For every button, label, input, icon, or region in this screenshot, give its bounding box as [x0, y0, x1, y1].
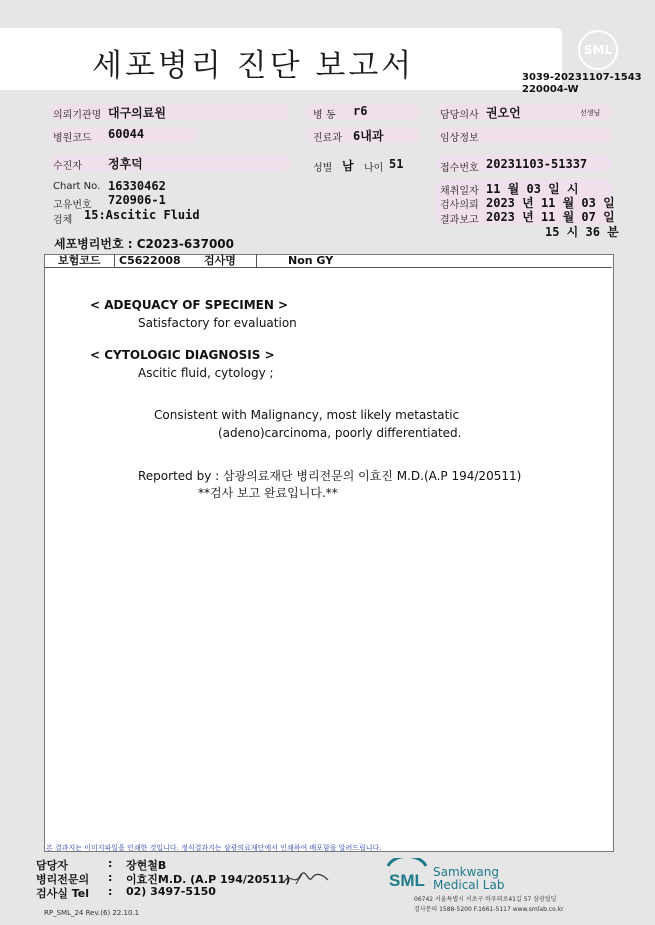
- sml-logo-icon: SML: [578, 30, 618, 70]
- inst-label: 의뢰기관명: [53, 110, 102, 121]
- adequacy-text: Satisfactory for evaluation: [138, 316, 297, 330]
- insurance-code-value: C5622008: [119, 254, 181, 267]
- collect-label: 채취일자: [440, 186, 479, 197]
- dept-value: 6내과: [353, 129, 384, 143]
- pathologist-value: 이효진M.D. (A.P 194/20511): [126, 873, 291, 886]
- report-box: [44, 254, 614, 852]
- divider: [114, 254, 115, 267]
- chart-value: 16330462: [108, 179, 166, 193]
- tel-label: 검사실 Tel: [36, 887, 89, 900]
- patient-pill: [50, 155, 290, 171]
- sex-value: 남: [342, 159, 354, 173]
- patient-value: 정후덕: [108, 157, 143, 171]
- code-value: 60044: [108, 127, 145, 141]
- age-value: 51: [389, 157, 404, 171]
- request-value: 2023 년 11 월 03 일: [486, 196, 615, 210]
- receipt-value: 20231103-51337: [486, 157, 588, 171]
- manager-label: 담당자: [36, 859, 68, 872]
- notice-text: 본 결과지는 이미지파일을 인쇄한 것입니다. 정식결과지는 삼광의료재단에서 인쇄하여 배포함을 알려드립니다.: [46, 844, 382, 852]
- result-time: 15 시 36 분: [545, 225, 619, 239]
- ward-label: 병 동: [313, 110, 336, 121]
- collect-value: 11 월 03 일 시: [486, 182, 579, 196]
- logo-mark-text: SML: [389, 871, 425, 890]
- patient-label: 수진자: [53, 161, 82, 172]
- code-label: 병원코드: [53, 133, 92, 144]
- divider: [256, 254, 257, 267]
- conclusion-line-2: (adeno)carcinoma, poorly differentiated.: [218, 426, 462, 440]
- inst-value: 대구의료원: [108, 106, 166, 120]
- reported-by: Reported by : 삼광의료재단 병리전문의 이효진 M.D.(A.P 194/20511): [138, 469, 522, 483]
- clinical-label: 임상정보: [440, 133, 479, 144]
- test-name-label: 검사명: [204, 254, 236, 267]
- age-label: 나이: [364, 163, 384, 174]
- test-name-value: Non GY: [288, 254, 334, 267]
- pathologist-label: 병리전문의: [36, 873, 90, 886]
- uid-label: 고유번호: [53, 200, 92, 211]
- insurance-row: [44, 254, 612, 268]
- request-label: 검사의뢰: [440, 200, 479, 211]
- sml-logo-mark-icon: [384, 858, 430, 890]
- conclusion-line-1: Consistent with Malignancy, most likely metastatic: [154, 408, 460, 422]
- report-number: [522, 72, 642, 96]
- colon: :: [108, 885, 113, 898]
- insurance-code-label: 보험코드: [58, 254, 101, 267]
- colon: :: [108, 857, 113, 870]
- manager-value: 장현철B: [126, 859, 167, 872]
- logo-name-line-1: Samkwang: [433, 865, 499, 879]
- doctor-value: 권오언: [486, 106, 521, 120]
- result-label: 결과보고: [440, 215, 479, 226]
- doctor-suffix: 선생님: [580, 109, 601, 117]
- receipt-label: 접수번호: [440, 163, 479, 174]
- adequacy-heading: < ADEQUACY OF SPECIMEN >: [90, 298, 289, 312]
- signature-icon: [282, 868, 332, 888]
- report-number-line-2: 220004-W: [522, 84, 579, 95]
- chart-label: Chart No.: [53, 181, 101, 192]
- pathology-number: 세포병리번호 : C2023-637000: [54, 237, 234, 251]
- diagnosis-text: Ascitic fluid, cytology ;: [138, 366, 274, 380]
- doctor-label: 담당의사: [440, 110, 479, 121]
- sex-label: 성별: [313, 163, 333, 174]
- uid-value: 720906-1: [108, 193, 166, 207]
- address-text: 06742 서울특별시 서초구 바우뫼로41길 57 삼광빌딩: [414, 896, 557, 903]
- report-complete: **검사 보고 완료입니다.**: [198, 486, 338, 500]
- specimen-value: 15:Ascitic Fluid: [84, 208, 200, 222]
- tel-value: 02) 3497-5150: [126, 885, 216, 898]
- logo-name: [433, 866, 504, 892]
- phone-text: 검사문의 1588-5200 F.1661-5117 www.smlab.co.kr: [414, 906, 564, 913]
- logo-name-line-2: Medical Lab: [433, 878, 505, 892]
- ward-value: r6: [353, 104, 368, 118]
- form-code: RP_SML_24 Rev.(6) 22.10.1: [44, 909, 140, 917]
- colon: :: [108, 871, 113, 884]
- specimen-label: 검체: [53, 215, 73, 226]
- result-value: 2023 년 11 월 07 일: [486, 210, 615, 224]
- diagnosis-heading: < CYTOLOGIC DIAGNOSIS >: [90, 348, 275, 362]
- dept-label: 진료과: [313, 133, 342, 144]
- page-title: 세포병리 진단 보고서: [92, 48, 415, 84]
- report-number-line-1: 3039-20231107-1543: [522, 72, 642, 83]
